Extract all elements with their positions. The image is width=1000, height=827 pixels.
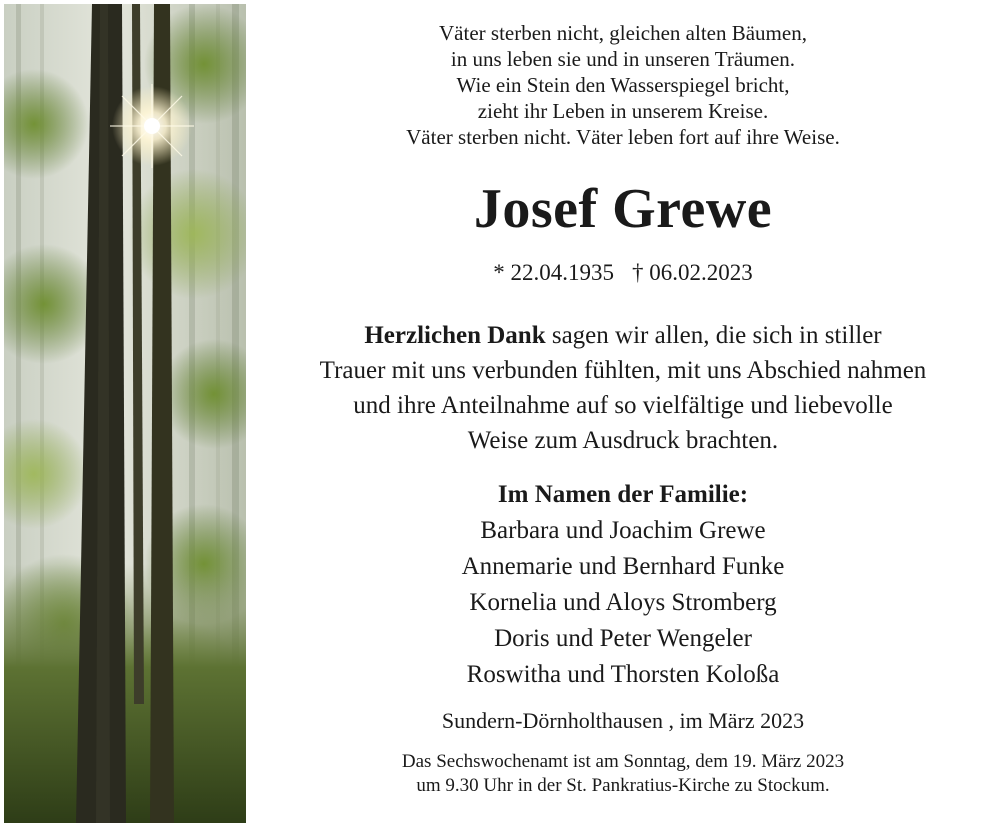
poem-line: in uns leben sie und in unseren Träumen.	[450, 47, 796, 71]
family-member: Roswitha und Thorsten Koloßa	[466, 661, 780, 688]
family-heading: Im Namen der Familie:	[497, 481, 749, 508]
thanks-bold-lead: Herzlichen Dank	[364, 322, 546, 349]
thank-you-text	[246, 318, 1000, 458]
thanks-line-1	[246, 318, 1000, 353]
deceased-name: Josef Grewe	[473, 178, 773, 240]
poem-line: Väter sterben nicht, gleichen alten Bäumen,	[439, 21, 807, 45]
memorial-service-info	[246, 750, 1000, 798]
thanks-line-4: Weise zum Ausdruck brachten.	[467, 427, 779, 454]
family-member: Barbara und Joachim Grewe	[480, 517, 766, 544]
family-member: Kornelia und Aloys Stromberg	[469, 589, 777, 616]
thanks-line-3: und ihre Anteilnahme auf so vielfältige und liebevolle	[353, 392, 893, 419]
service-line: um 9.30 Uhr in der St. Pankratius-Kirche zu Stockum.	[416, 775, 830, 796]
service-line: Das Sechswochenamt ist am Sonntag, dem 19. März 2023	[401, 751, 845, 772]
forest-sunlight-image	[4, 4, 246, 823]
poem-line: zieht ihr Leben in unserem Kreise.	[477, 99, 769, 123]
family-member: Annemarie und Bernhard Funke	[461, 553, 785, 580]
thanks-line-1-rest: sagen wir allen, die sich in stiller	[545, 322, 882, 349]
family-signatories	[246, 477, 1000, 693]
birth-date: * 22.04.1935	[493, 260, 614, 285]
poem-line: Väter sterben nicht. Väter leben fort auf ihre Weise.	[406, 125, 840, 149]
thanks-line-2: Trauer mit uns verbunden fühlten, mit uns Abschied nahmen	[319, 357, 927, 384]
forest-illustration	[4, 4, 246, 823]
poem-line: Wie ein Stein den Wasserspiegel bricht,	[456, 73, 790, 97]
place-and-date: Sundern-Dörnholthausen , im März 2023	[441, 708, 805, 733]
notice-text	[246, 0, 1000, 827]
death-date: † 06.02.2023	[632, 260, 753, 285]
family-member: Doris und Peter Wengeler	[494, 625, 752, 652]
life-dates	[246, 258, 1000, 288]
poem	[246, 20, 1000, 150]
